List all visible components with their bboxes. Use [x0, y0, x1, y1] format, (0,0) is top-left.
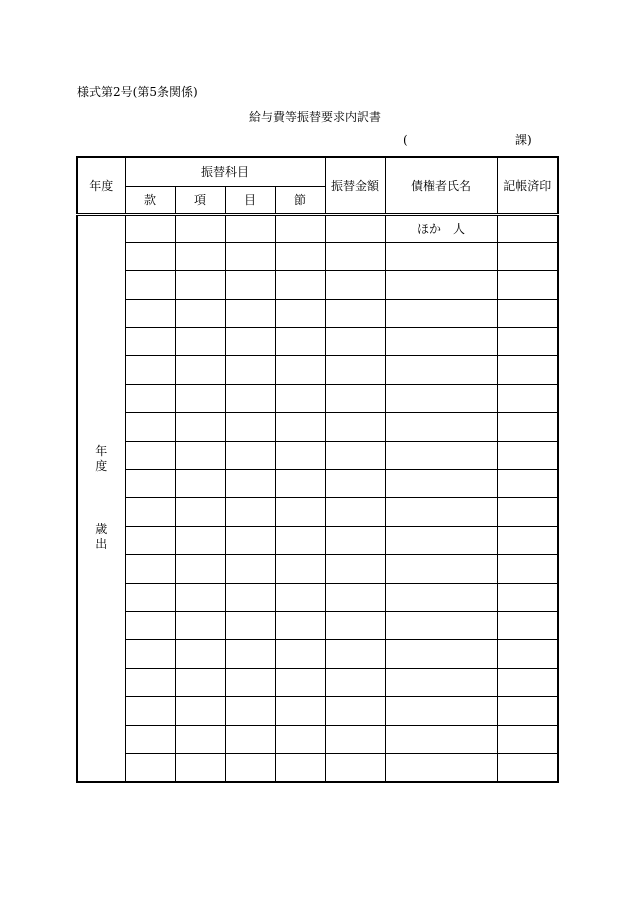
creditor-cell[interactable] — [385, 441, 497, 469]
creditor-cell[interactable] — [385, 328, 497, 356]
kan-cell[interactable] — [125, 555, 175, 583]
amount-cell[interactable] — [325, 697, 385, 725]
amount-cell[interactable] — [325, 271, 385, 299]
table-row — [77, 611, 558, 639]
stamp-cell[interactable] — [497, 271, 558, 299]
stamp-cell[interactable] — [497, 328, 558, 356]
stamp-cell[interactable] — [497, 583, 558, 611]
moku-cell[interactable] — [225, 668, 275, 696]
kou-cell[interactable] — [175, 441, 225, 469]
vertical-gap — [78, 474, 125, 522]
kan-cell[interactable] — [125, 470, 175, 498]
moku-cell[interactable] — [225, 299, 275, 327]
table-row — [77, 214, 558, 242]
creditor-cell[interactable] — [385, 271, 497, 299]
kan-cell[interactable] — [125, 214, 175, 242]
moku-cell[interactable] — [225, 328, 275, 356]
moku-cell[interactable] — [225, 583, 275, 611]
moku-cell[interactable] — [225, 413, 275, 441]
amount-cell[interactable] — [325, 526, 385, 554]
table-row — [77, 328, 558, 356]
kan-cell[interactable] — [125, 498, 175, 526]
kan-cell[interactable] — [125, 668, 175, 696]
stamp-cell[interactable] — [497, 242, 558, 270]
table-row — [77, 299, 558, 327]
kan-cell[interactable] — [125, 611, 175, 639]
setsu-cell[interactable] — [275, 242, 325, 270]
kan-cell[interactable] — [125, 384, 175, 412]
creditor-header: 債権者氏名 — [385, 157, 497, 214]
year-vertical-1: 年 — [95, 444, 108, 459]
kou-cell[interactable] — [175, 611, 225, 639]
amount-cell[interactable] — [325, 470, 385, 498]
table-row — [77, 271, 558, 299]
setsu-cell[interactable] — [275, 384, 325, 412]
creditor-cell[interactable] — [385, 299, 497, 327]
creditor-cell[interactable] — [385, 697, 497, 725]
stamp-cell[interactable] — [497, 611, 558, 639]
setsu-cell[interactable] — [275, 611, 325, 639]
moku-cell[interactable] — [225, 725, 275, 753]
table-row — [77, 555, 558, 583]
stamp-cell[interactable] — [497, 668, 558, 696]
kan-cell[interactable] — [125, 413, 175, 441]
stamp-cell[interactable] — [497, 441, 558, 469]
kou-cell[interactable] — [175, 413, 225, 441]
amount-cell[interactable] — [325, 413, 385, 441]
kou-cell[interactable] — [175, 470, 225, 498]
table-row — [77, 668, 558, 696]
amount-cell[interactable] — [325, 214, 385, 242]
stamp-cell[interactable] — [497, 697, 558, 725]
stamp-cell[interactable] — [497, 498, 558, 526]
amount-cell[interactable] — [325, 384, 385, 412]
moku-cell[interactable] — [225, 697, 275, 725]
table-row — [77, 498, 558, 526]
setsu-cell[interactable] — [275, 356, 325, 384]
moku-cell[interactable] — [225, 356, 275, 384]
moku-cell[interactable] — [225, 470, 275, 498]
amount-cell[interactable] — [325, 640, 385, 668]
kan-cell[interactable] — [125, 271, 175, 299]
table-row — [77, 441, 558, 469]
creditor-cell[interactable] — [385, 356, 497, 384]
setsu-cell[interactable] — [275, 470, 325, 498]
moku-cell[interactable] — [225, 441, 275, 469]
kou-cell[interactable] — [175, 753, 225, 781]
kou-cell[interactable] — [175, 271, 225, 299]
moku-cell[interactable] — [225, 384, 275, 412]
amount-cell[interactable] — [325, 498, 385, 526]
creditor-cell[interactable] — [385, 555, 497, 583]
stamp-cell[interactable] — [497, 470, 558, 498]
amount-cell[interactable] — [325, 242, 385, 270]
amount-cell[interactable] — [325, 668, 385, 696]
table-row — [77, 242, 558, 270]
setsu-cell[interactable] — [275, 753, 325, 781]
year-expenditure-cell — [77, 214, 125, 782]
amount-cell[interactable] — [325, 441, 385, 469]
table-row — [77, 384, 558, 412]
setsu-cell[interactable] — [275, 725, 325, 753]
kan-cell[interactable] — [125, 356, 175, 384]
amount-cell[interactable] — [325, 583, 385, 611]
kou-cell[interactable] — [175, 697, 225, 725]
table-row — [77, 470, 558, 498]
table-row — [77, 413, 558, 441]
kou-cell[interactable] — [175, 328, 225, 356]
amount-cell[interactable] — [325, 753, 385, 781]
amount-cell[interactable] — [325, 725, 385, 753]
kou-cell[interactable] — [175, 498, 225, 526]
kou-cell[interactable] — [175, 725, 225, 753]
moku-cell[interactable] — [225, 214, 275, 242]
moku-cell[interactable] — [225, 640, 275, 668]
creditor-cell[interactable] — [385, 640, 497, 668]
setsu-cell[interactable] — [275, 214, 325, 242]
setsu-cell[interactable] — [275, 299, 325, 327]
setsu-cell[interactable] — [275, 271, 325, 299]
subitem-setsu: 節 — [275, 186, 325, 214]
setsu-cell[interactable] — [275, 441, 325, 469]
moku-cell[interactable] — [225, 242, 275, 270]
stamp-cell[interactable] — [497, 214, 558, 242]
setsu-cell[interactable] — [275, 413, 325, 441]
kou-cell[interactable] — [175, 356, 225, 384]
expenditure-vertical-2: 出 — [95, 537, 108, 552]
kou-cell[interactable] — [175, 526, 225, 554]
stamp-cell[interactable] — [497, 725, 558, 753]
kan-cell[interactable] — [125, 441, 175, 469]
amount-cell[interactable] — [325, 328, 385, 356]
amount-cell[interactable] — [325, 299, 385, 327]
kou-cell[interactable] — [175, 640, 225, 668]
kan-cell[interactable] — [125, 583, 175, 611]
table-row — [77, 640, 558, 668]
amount-cell[interactable] — [325, 555, 385, 583]
kan-cell[interactable] — [125, 725, 175, 753]
creditor-cell[interactable]: ほか 人 — [385, 214, 497, 242]
subitem-moku: 目 — [225, 186, 275, 214]
moku-cell[interactable] — [225, 271, 275, 299]
table-row — [77, 697, 558, 725]
table-row — [77, 526, 558, 554]
amount-cell[interactable] — [325, 356, 385, 384]
table-row — [77, 725, 558, 753]
kan-cell[interactable] — [125, 242, 175, 270]
kou-cell[interactable] — [175, 242, 225, 270]
stamp-cell[interactable] — [497, 753, 558, 781]
amount-cell[interactable] — [325, 611, 385, 639]
kou-cell[interactable] — [175, 583, 225, 611]
creditor-cell[interactable] — [385, 470, 497, 498]
creditor-cell[interactable] — [385, 583, 497, 611]
kan-cell[interactable] — [125, 640, 175, 668]
kou-cell[interactable] — [175, 668, 225, 696]
table-row — [77, 583, 558, 611]
transfer-table — [76, 156, 559, 783]
setsu-cell[interactable] — [275, 640, 325, 668]
setsu-cell[interactable] — [275, 697, 325, 725]
document-title: 給与費等振替要求内訳書 — [248, 110, 381, 124]
creditor-cell[interactable] — [385, 498, 497, 526]
moku-cell[interactable] — [225, 611, 275, 639]
stamp-cell[interactable] — [497, 526, 558, 554]
kan-cell[interactable] — [125, 526, 175, 554]
department-open-paren: ( — [403, 133, 408, 147]
form-number: 様式第2号(第5条関係) — [77, 85, 198, 99]
amount-header: 振替金額 — [325, 157, 385, 214]
creditor-cell[interactable] — [385, 725, 497, 753]
kan-cell[interactable] — [125, 328, 175, 356]
stamp-cell[interactable] — [497, 640, 558, 668]
stamp-cell[interactable] — [497, 413, 558, 441]
stamp-header: 記帳済印 — [497, 157, 558, 214]
kan-cell[interactable] — [125, 697, 175, 725]
subitem-kan: 款 — [125, 186, 175, 214]
department-label: 課) — [515, 133, 532, 147]
moku-cell[interactable] — [225, 555, 275, 583]
subitem-kou: 項 — [175, 186, 225, 214]
moku-cell[interactable] — [225, 498, 275, 526]
kou-cell[interactable] — [175, 384, 225, 412]
stamp-cell[interactable] — [497, 384, 558, 412]
setsu-cell[interactable] — [275, 555, 325, 583]
stamp-cell[interactable] — [497, 555, 558, 583]
moku-cell[interactable] — [225, 526, 275, 554]
creditor-cell[interactable] — [385, 753, 497, 781]
transfer-item-header: 振替科目 — [125, 157, 325, 186]
expenditure-vertical-1: 歳 — [95, 522, 108, 537]
creditor-cell[interactable] — [385, 242, 497, 270]
kou-cell[interactable] — [175, 555, 225, 583]
year-vertical-2: 度 — [95, 459, 108, 474]
moku-cell[interactable] — [225, 753, 275, 781]
setsu-cell[interactable] — [275, 498, 325, 526]
stamp-cell[interactable] — [497, 299, 558, 327]
kou-cell[interactable] — [175, 214, 225, 242]
kan-cell[interactable] — [125, 299, 175, 327]
setsu-cell[interactable] — [275, 668, 325, 696]
stamp-cell[interactable] — [497, 356, 558, 384]
table-row — [77, 356, 558, 384]
creditor-cell[interactable] — [385, 526, 497, 554]
creditor-cell[interactable] — [385, 413, 497, 441]
table-row — [77, 753, 558, 781]
setsu-cell[interactable] — [275, 583, 325, 611]
kou-cell[interactable] — [175, 299, 225, 327]
year-header: 年度 — [77, 157, 125, 214]
setsu-cell[interactable] — [275, 526, 325, 554]
creditor-cell[interactable] — [385, 384, 497, 412]
setsu-cell[interactable] — [275, 328, 325, 356]
creditor-cell[interactable] — [385, 611, 497, 639]
kan-cell[interactable] — [125, 753, 175, 781]
creditor-cell[interactable] — [385, 668, 497, 696]
